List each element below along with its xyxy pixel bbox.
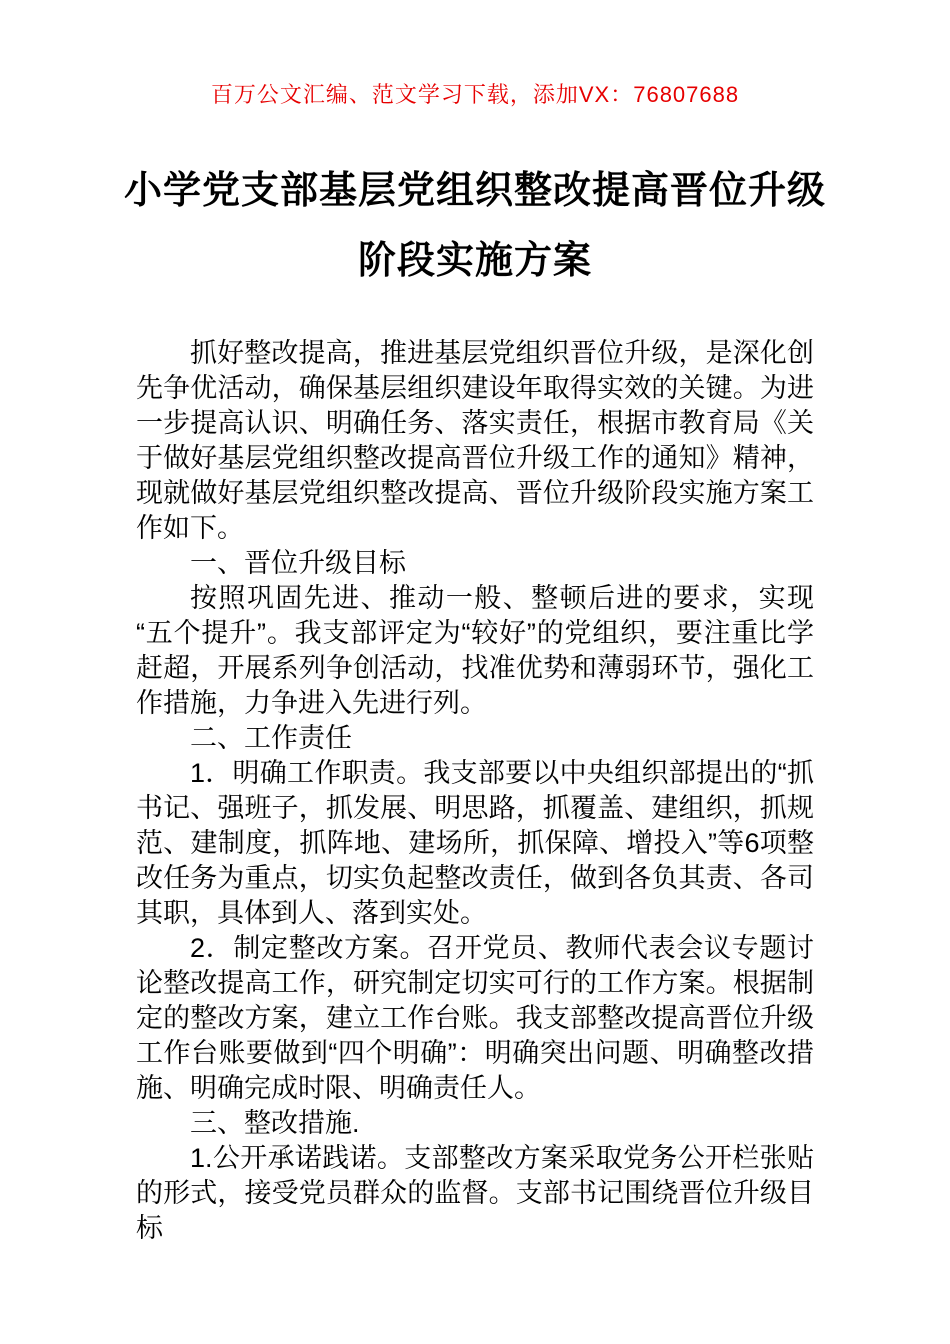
- document-title: [95, 156, 855, 296]
- paragraph: 2．制定整改方案。召开党员、教师代表会议专题讨论整改提高工作，研究制定切实可行的工作方案。根据制定的整改方案，建立工作台账。我支部整改提高晋位升级工作台账要做到“四个明确”：明确突出问题、明确整改措施、明确完成时限、明确责任人。: [136, 933, 814, 1103]
- section-heading: 三、整改措施.: [190, 1108, 360, 1138]
- document-title-line-2: 阶段实施方案: [357, 240, 592, 282]
- section-heading: 二、工作责任: [190, 723, 352, 753]
- paragraph: 1．明确工作职责。我支部要以中央组织部提出的“抓书记、强班子，抓发展、明思路，抓覆盖、建组织，抓规范、建制度，抓阵地、建场所，抓保障、增投入”等6项整改任务为重点，切实负起整改责任，做到各负其责、各司其职，具体到人、落到实处。: [136, 758, 814, 928]
- paragraph: 抓好整改提高，推进基层党组织晋位升级，是深化创先争优活动，确保基层组织建设年取得实效的关键。为进一步提高认识、明确任务、落实责任，根据市教育局《关于做好基层党组织整改提高晋位升级工作的通知》精神，现就做好基层党组织整改提高、晋位升级阶段实施方案工作如下。: [136, 338, 814, 543]
- paragraph: 1.公开承诺践诺。支部整改方案采取党务公开栏张贴的形式，接受党员群众的监督。支部书记围绕晋位升级目标: [136, 1143, 814, 1243]
- document-title-line-1: 小学党支部基层党组织整改提高晋位升级: [123, 170, 826, 212]
- paragraph: 按照巩固先进、推动一般、整顿后进的要求，实现“五个提升”。我支部评定为“较好”的党组织，要注重比学赶超，开展系列争创活动，找准优势和薄弱环节，强化工作措施，力争进入先进行列。: [136, 583, 814, 718]
- section-heading: 一、晋位升级目标: [190, 548, 406, 578]
- document-body: [136, 336, 814, 1246]
- header-notice: 百万公文汇编、范文学习下载，添加VX：76807688: [210, 82, 740, 107]
